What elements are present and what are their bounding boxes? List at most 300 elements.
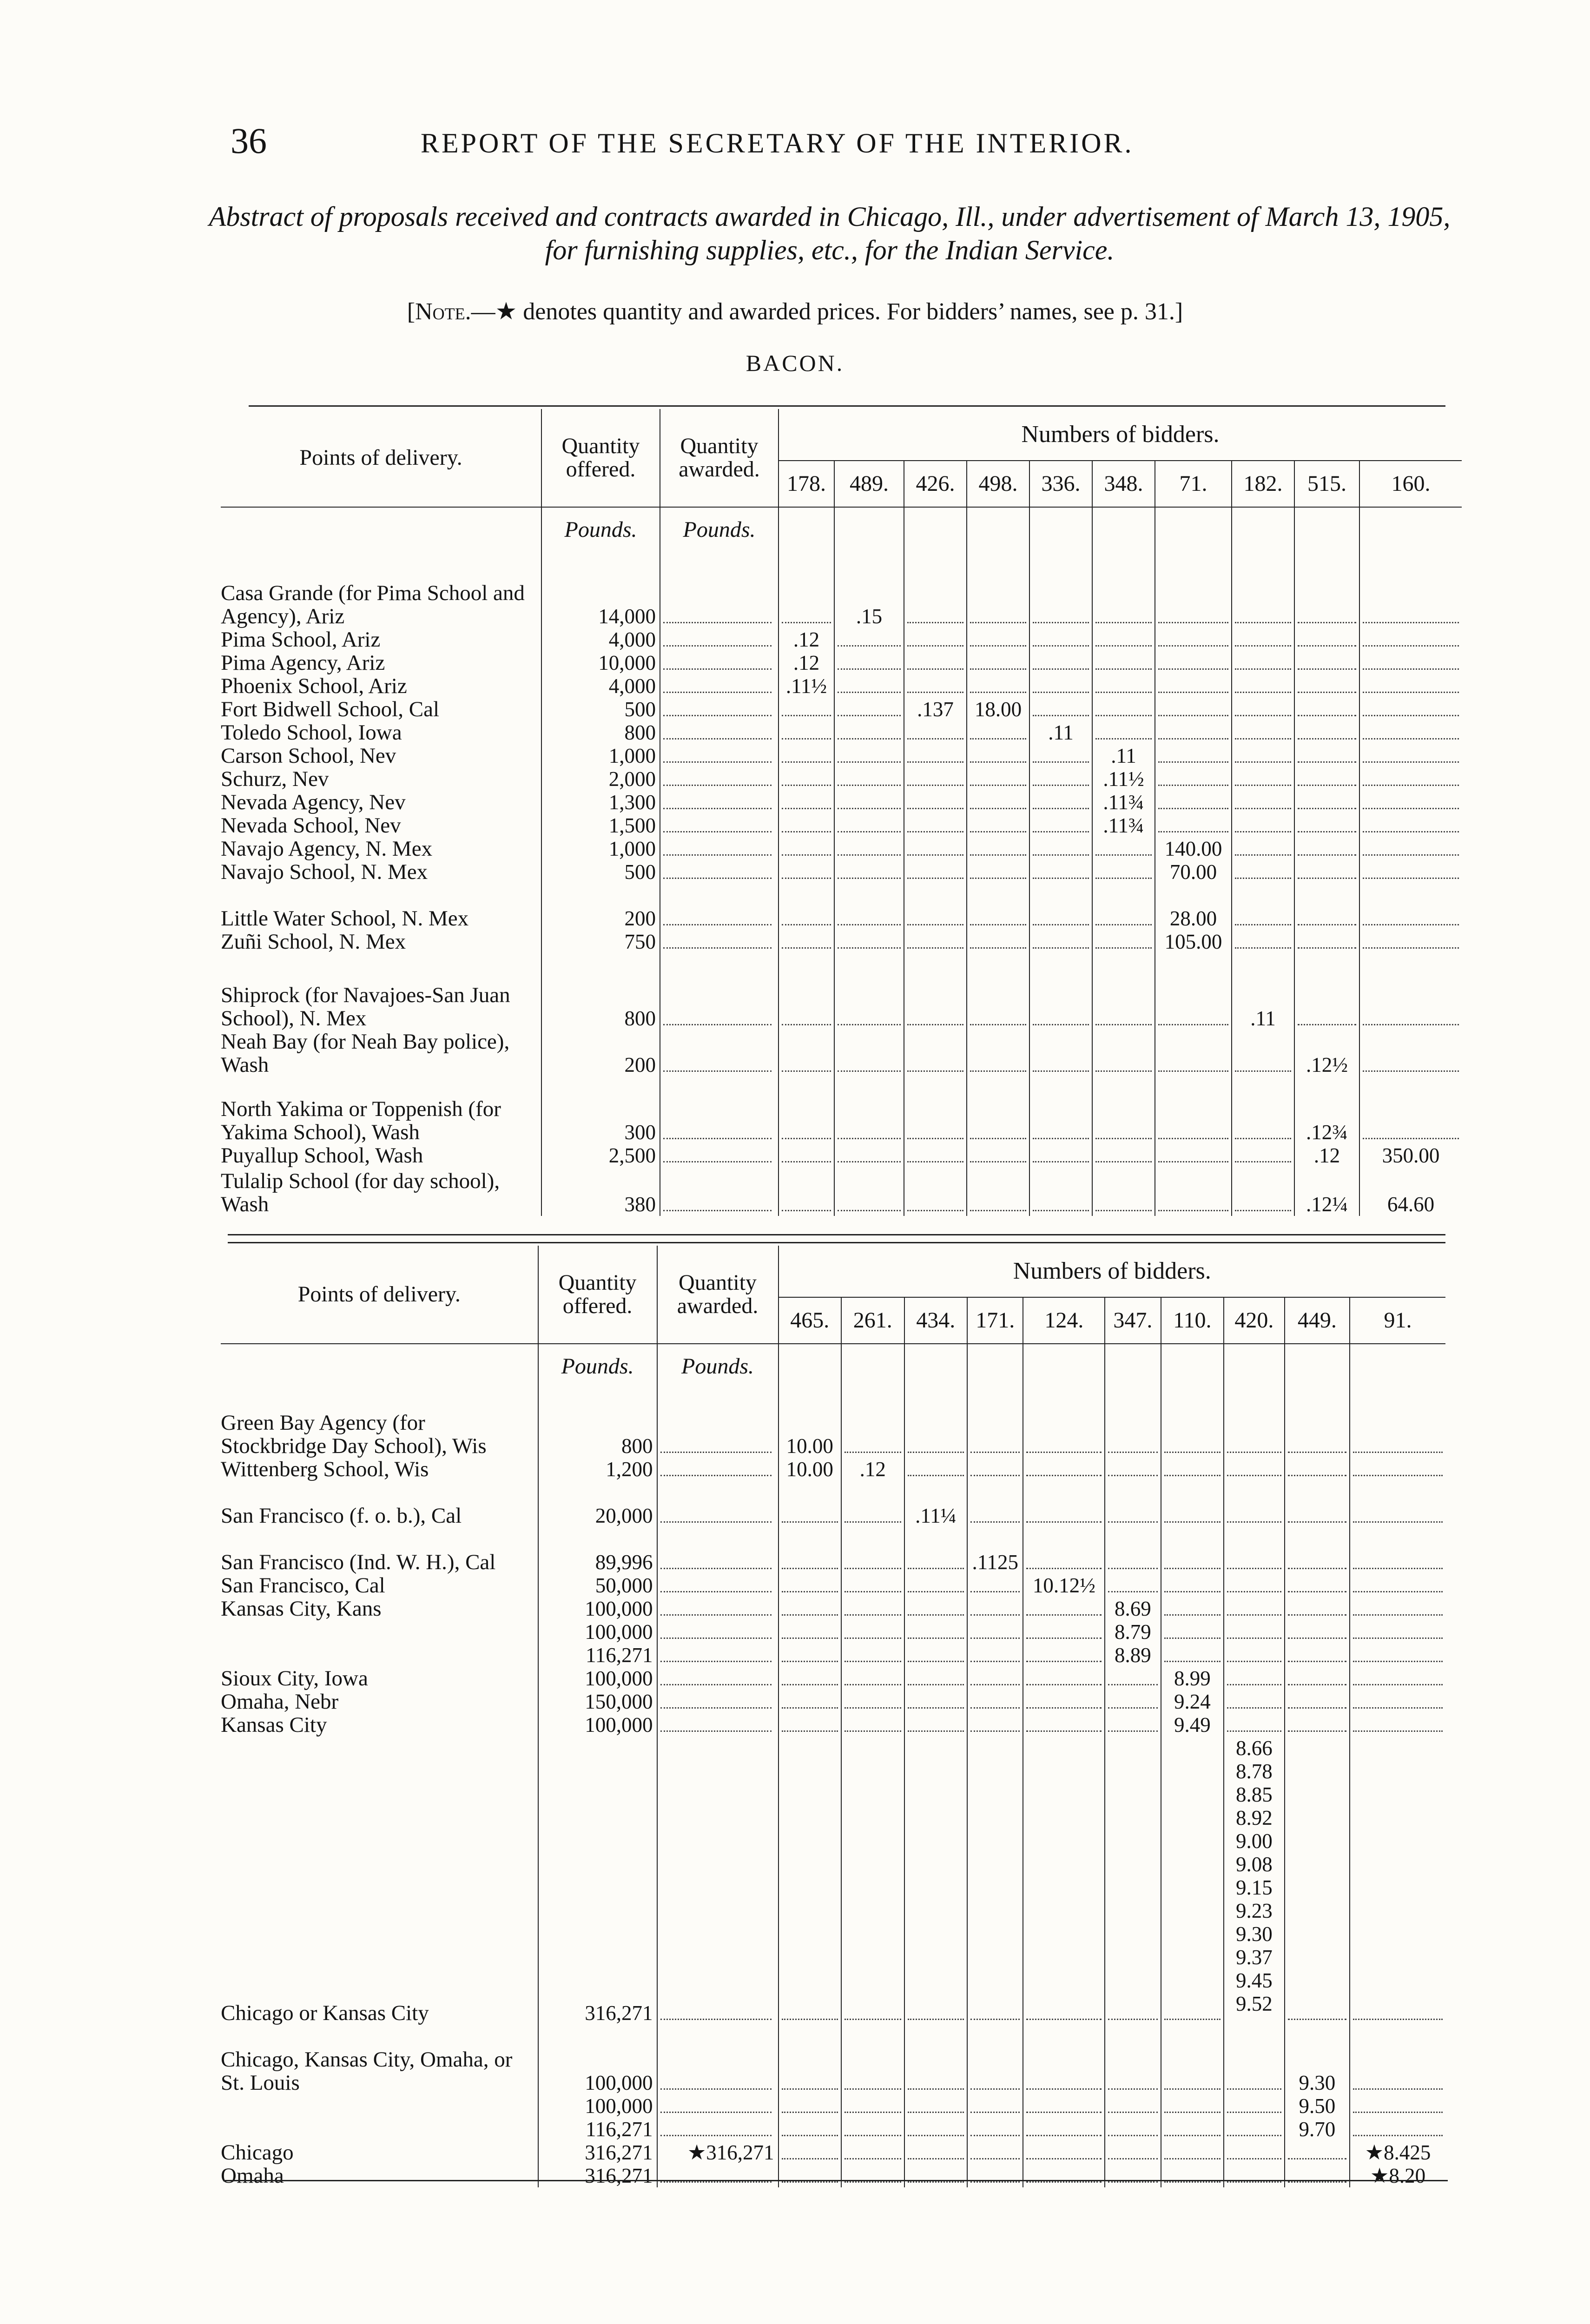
dot-leader [663,715,772,716]
dot-leader [907,738,963,739]
dot-leader [844,1452,901,1453]
bid-value: 9.30 [1299,2071,1336,2094]
bid-price [841,1597,904,1620]
quantity-offered: 10,000 [541,651,660,674]
dot-leader [1227,1730,1281,1732]
dot-leader [1288,1568,1347,1569]
bid-price [1155,1030,1232,1076]
dot-leader [970,2135,1020,2136]
delivery-point-name: San Francisco (Ind. W. H.), Cal [221,1550,496,1574]
quantity-awarded [657,2164,779,2187]
note-open: [ [407,298,416,325]
dot-leader [1353,1684,1443,1685]
bid-price [1161,1597,1224,1620]
bid-price [1029,953,1092,1030]
bid-price [1092,930,1155,953]
quantity-offered: 100,000 [538,1713,657,1736]
dot-leader [1033,692,1089,693]
bid-price [1161,2025,1224,2094]
points-of-delivery-header: Points of delivery. [221,409,541,507]
bid-price [779,930,834,953]
bid-price [967,721,1029,744]
bid-value: ★8.425 [1365,2141,1431,2164]
bid-price [967,837,1029,860]
bid-price [1105,2141,1161,2164]
bid-price [904,1597,968,1620]
dot-leader [1026,2088,1102,2090]
bid-value: 9.45 [1235,1969,1273,1992]
bid-price [1224,1690,1284,1713]
dot-leader [1164,1591,1221,1592]
dot-leader [1033,947,1089,949]
bid-value: 9.37 [1235,1946,1273,1969]
table-row [221,1167,1462,1216]
delivery-point-name: Chicago, Kansas City, Omaha, or St. Louis [221,2047,513,2094]
dot-leader [844,1521,901,1523]
bid-value: ★8.20 [1370,2164,1426,2187]
dot-leader [782,854,831,856]
bid-price [1232,837,1294,860]
bid-price [1105,1620,1161,1644]
bid-price [841,1481,904,1527]
bid-price [1023,1620,1105,1644]
bid-price [904,884,967,930]
quantity-offered: 116,271 [538,2118,657,2141]
dot-leader [1298,854,1356,856]
bid-price [904,2094,968,2118]
bid-price [779,2118,842,2141]
dot-leader [1033,785,1089,786]
bid-price [1224,1527,1284,1574]
bid-price [779,1690,842,1713]
dot-leader [838,645,901,647]
dot-leader [1288,1707,1347,1709]
table-row [221,2141,1445,2164]
table-row [221,1713,1445,1736]
dot-leader [1033,715,1089,716]
dot-leader [663,808,772,809]
bidder-number: 160. [1359,461,1462,507]
bid-value: .11½ [785,674,827,698]
bid-price [1092,628,1155,651]
dot-leader [1158,1024,1228,1025]
dot-leader [908,1707,964,1709]
dot-leader [907,1024,963,1025]
dot-leader [1235,738,1291,739]
bid-price [904,1690,968,1713]
quantity-awarded [657,2025,779,2094]
bid-value: 140.00 [1164,837,1222,860]
bid-price [1023,1597,1105,1620]
bid-value: 8.79 [1114,1620,1151,1644]
dot-leader [1033,808,1089,809]
bid-price [1155,674,1232,698]
dot-leader [1158,831,1228,832]
dot-leader [907,668,963,670]
dot-leader [1033,1070,1089,1072]
dot-leader [1026,1684,1102,1685]
delivery-point-name: Toledo School, Iowa [221,721,402,744]
spacer-cell [221,1344,538,1388]
bid-price [1294,860,1359,884]
quantity-offered: 50,000 [538,1574,657,1597]
dot-leader [1033,1024,1089,1025]
table1-bottom-rule [228,1234,1445,1235]
bid-price [967,1076,1029,1144]
dot-leader [1363,692,1459,693]
delivery-point-name: Sioux City, Iowa [221,1667,368,1690]
dot-leader [1235,924,1291,925]
dot-leader [844,2135,901,2136]
dot-leader [1033,761,1089,763]
dot-leader [1288,1661,1347,1662]
bidder-number: 465. [779,1297,842,1344]
dot-leader [663,692,772,693]
quantity-awarded [660,953,779,1030]
dot-leader [1033,1210,1089,1211]
dot-leader [1298,1024,1356,1025]
bid-price [834,721,904,744]
bid-price [834,744,904,767]
bid-price [1359,698,1462,721]
bid-price [841,1620,904,1644]
bid-price [841,1574,904,1597]
dot-leader [838,1024,901,1025]
dot-leader [1353,2112,1443,2113]
bid-price [1224,2094,1284,2118]
bid-value: 9.15 [1235,1876,1273,1899]
dot-leader [1288,1684,1347,1685]
dot-leader [970,1707,1020,1709]
bid-price [834,651,904,674]
dot-leader [782,1614,838,1616]
bid-price [1359,651,1462,674]
delivery-point [221,744,541,767]
dot-leader [907,785,963,786]
dot-leader [782,2088,838,2090]
dot-leader [1158,761,1228,763]
bid-price [904,2025,968,2094]
bid-price [904,1388,968,1458]
delivery-point [221,721,541,744]
delivery-point [221,2118,538,2141]
bid-price [1155,1144,1232,1167]
bid-price [967,2141,1023,2164]
dot-leader [1026,2112,1102,2113]
bid-price [967,1167,1029,1216]
quantity-offered: 100,000 [538,1597,657,1620]
dot-leader [1095,692,1152,693]
bid-price [967,884,1029,930]
bid-price [1023,1527,1105,1574]
dot-leader [970,1591,1020,1592]
dot-leader [660,1637,772,1639]
quantity-offered: 200 [541,1030,660,1076]
bid-price [841,2141,904,2164]
delivery-point-name: Fort Bidwell School, Cal [221,698,439,721]
quantity-offered: 4,000 [541,628,660,651]
dot-leader [1353,1661,1443,1662]
dot-leader [1026,1707,1102,1709]
bid-price [1232,1167,1294,1216]
bid-value: .137 [917,698,954,721]
quantity-awarded [660,837,779,860]
bid-price [967,744,1029,767]
bid-price [967,791,1029,814]
bid-price [1092,791,1155,814]
dot-leader [970,761,1026,763]
dot-leader [782,878,831,879]
bid-price [1224,2025,1284,2094]
bid-price [779,814,834,837]
quantity-offered-header: Quantity offered. [541,409,660,507]
bid-price [1232,767,1294,791]
dot-leader [1227,1614,1281,1616]
bid-price [1105,1713,1161,1736]
bid-price [1285,1620,1350,1644]
bid-price [834,628,904,651]
bid-price [1224,1713,1284,1736]
quantity-awarded [657,1574,779,1597]
bid-price [1294,930,1359,953]
dot-leader [970,645,1026,647]
bid-price [1029,814,1092,837]
dot-leader [1363,715,1459,716]
dot-leader [1235,668,1291,670]
bid-price [779,767,834,791]
unit-awarded: Pounds. [660,507,779,551]
bid-price [904,1030,967,1076]
bid-price [779,2164,842,2187]
dot-leader [838,831,901,832]
bidder-number: 420. [1224,1297,1284,1344]
dot-leader [970,947,1026,949]
dot-leader [1288,1591,1347,1592]
quantity-awarded [657,1620,779,1644]
delivery-point [221,1713,538,1736]
dot-leader [1026,1661,1102,1662]
bid-price [1359,628,1462,651]
dot-leader [663,645,772,647]
dot-leader [782,738,831,739]
dot-leader [663,1210,772,1211]
dot-leader [907,878,963,879]
quantity-awarded-header-2: Quantity awarded. [657,1246,779,1344]
dot-leader [1026,2158,1102,2159]
bid-value: .12 [859,1458,886,1481]
quantity-awarded [660,551,779,628]
dot-leader [782,2112,838,2113]
delivery-point-name: Shiprock (for Navajoes-San Juan School), N. Mex [221,983,510,1030]
dot-leader [1288,1730,1347,1732]
dot-leader [908,2181,964,2183]
dot-leader [663,622,772,623]
bid-value: 10.00 [786,1434,833,1458]
bid-price [841,2094,904,2118]
table-row [221,2164,1445,2187]
dot-leader [782,1138,831,1139]
bidder-number: 434. [904,1297,968,1344]
dot-leader [660,1661,772,1662]
bid-price [1092,744,1155,767]
table-row [221,651,1462,674]
quantity-offered: 750 [541,930,660,953]
numbers-of-bidders-header: Numbers of bidders. [779,409,1462,461]
dot-leader [1108,1475,1157,1476]
quantity-offered: 316,271 [538,2141,657,2164]
dot-leader [660,1684,772,1685]
delivery-point-name: Nevada Agency, Nev [221,791,406,814]
bid-price [1092,767,1155,791]
dot-leader [1353,2135,1443,2136]
dot-leader [1158,1210,1228,1211]
dot-leader [1108,1684,1157,1685]
dot-leader [970,1614,1020,1616]
quantity-awarded [660,698,779,721]
bid-price [904,1713,968,1736]
dot-leader [907,622,963,623]
bid-price [1350,1458,1445,1481]
bid-price [1350,1574,1445,1597]
dot-leader [782,1730,838,1732]
delivery-point [221,2025,538,2094]
delivery-point-name: Navajo School, N. Mex [221,860,428,884]
dot-leader [1363,808,1459,809]
bid-price [1105,2025,1161,2094]
bid-price [904,1481,968,1527]
dot-leader [1164,2088,1221,2090]
dot-leader [970,1024,1026,1025]
bid-value: 105.00 [1164,930,1222,953]
dot-leader [1353,2088,1443,2090]
dot-leader [1363,947,1459,949]
dot-leader [970,668,1026,670]
bid-value: 9.52 [1235,1992,1273,2015]
dot-leader [1363,878,1459,879]
bid-price [1350,1713,1445,1736]
bid-price [834,674,904,698]
bid-price [967,1713,1023,1736]
dot-leader [970,808,1026,809]
quantity-awarded [657,1458,779,1481]
quantity-awarded [657,1713,779,1736]
dot-leader [1235,1138,1291,1139]
bid-price [1359,767,1462,791]
bid-price [967,651,1029,674]
dot-leader [1353,1637,1443,1639]
bid-value: 70.00 [1169,860,1217,884]
dot-leader [908,2135,964,2136]
bid-price [841,1527,904,1574]
quantity-offered: 1,200 [538,1458,657,1481]
dot-leader [838,1210,901,1211]
delivery-point [221,930,541,953]
dot-leader [844,2112,901,2113]
dot-leader [1095,878,1152,879]
bid-price [1359,721,1462,744]
dot-leader [1026,2181,1102,2183]
bid-price [779,2094,842,2118]
bid-price [1161,1644,1224,1667]
bid-price [1224,1620,1284,1644]
dot-leader [782,808,831,809]
dot-leader [782,924,831,925]
quantity-offered: 100,000 [538,2025,657,2094]
delivery-point [221,1597,538,1620]
quantity-offered: 380 [541,1167,660,1216]
dot-leader [1033,645,1089,647]
bid-price [904,1167,967,1216]
bid-price [1023,2164,1105,2187]
dot-leader [970,1138,1026,1139]
dot-leader [1298,831,1356,832]
bid-price [967,1736,1023,2025]
bid-price [1023,1388,1105,1458]
bidder-number: 449. [1285,1297,1350,1344]
dot-leader [1227,1637,1281,1639]
bid-price [834,551,904,628]
bid-value: .11 [1250,1007,1276,1030]
dot-leader [1363,1138,1459,1139]
bid-price [1155,698,1232,721]
bid-price [779,884,834,930]
quantity-awarded [660,1144,779,1167]
dot-leader [1095,1161,1152,1162]
dot-leader [1026,2019,1102,2020]
bid-price [779,1620,842,1644]
delivery-point-name: Little Water School, N. Mex [221,906,469,930]
bid-price [904,721,967,744]
bid-price [1155,744,1232,767]
dot-leader [1298,808,1356,809]
bid-price [967,814,1029,837]
dot-leader [782,2158,838,2159]
bid-price [1359,744,1462,767]
quantity-offered: 100,000 [538,1667,657,1690]
bid-price [779,1713,842,1736]
bid-price [1350,2141,1445,2164]
bid-price [967,2025,1023,2094]
table-row [221,674,1462,698]
bid-price [1350,1388,1445,1458]
dot-leader [1095,668,1152,670]
quantity-offered: 500 [541,698,660,721]
bid-price [834,1030,904,1076]
bid-price [1023,1690,1105,1713]
table-row [221,551,1462,628]
bid-price [779,698,834,721]
bid-price [904,791,967,814]
quantity-awarded [657,1690,779,1713]
bid-value: 10.00 [786,1458,833,1481]
bid-value: 9.50 [1299,2094,1336,2118]
delivery-point [221,767,541,791]
dot-leader [844,1568,901,1569]
bid-price [1092,1076,1155,1144]
dot-leader [782,2135,838,2136]
bid-price [904,698,967,721]
bid-price [904,1620,968,1644]
dot-leader [1363,668,1459,670]
dot-leader [1164,1452,1221,1453]
quantity-offered: 1,000 [541,744,660,767]
dot-leader [1026,1475,1102,1476]
dot-leader [782,1637,838,1639]
dot-leader [970,692,1026,693]
table-row [221,1527,1445,1574]
bid-price [1294,837,1359,860]
bid-price [967,1574,1023,1597]
